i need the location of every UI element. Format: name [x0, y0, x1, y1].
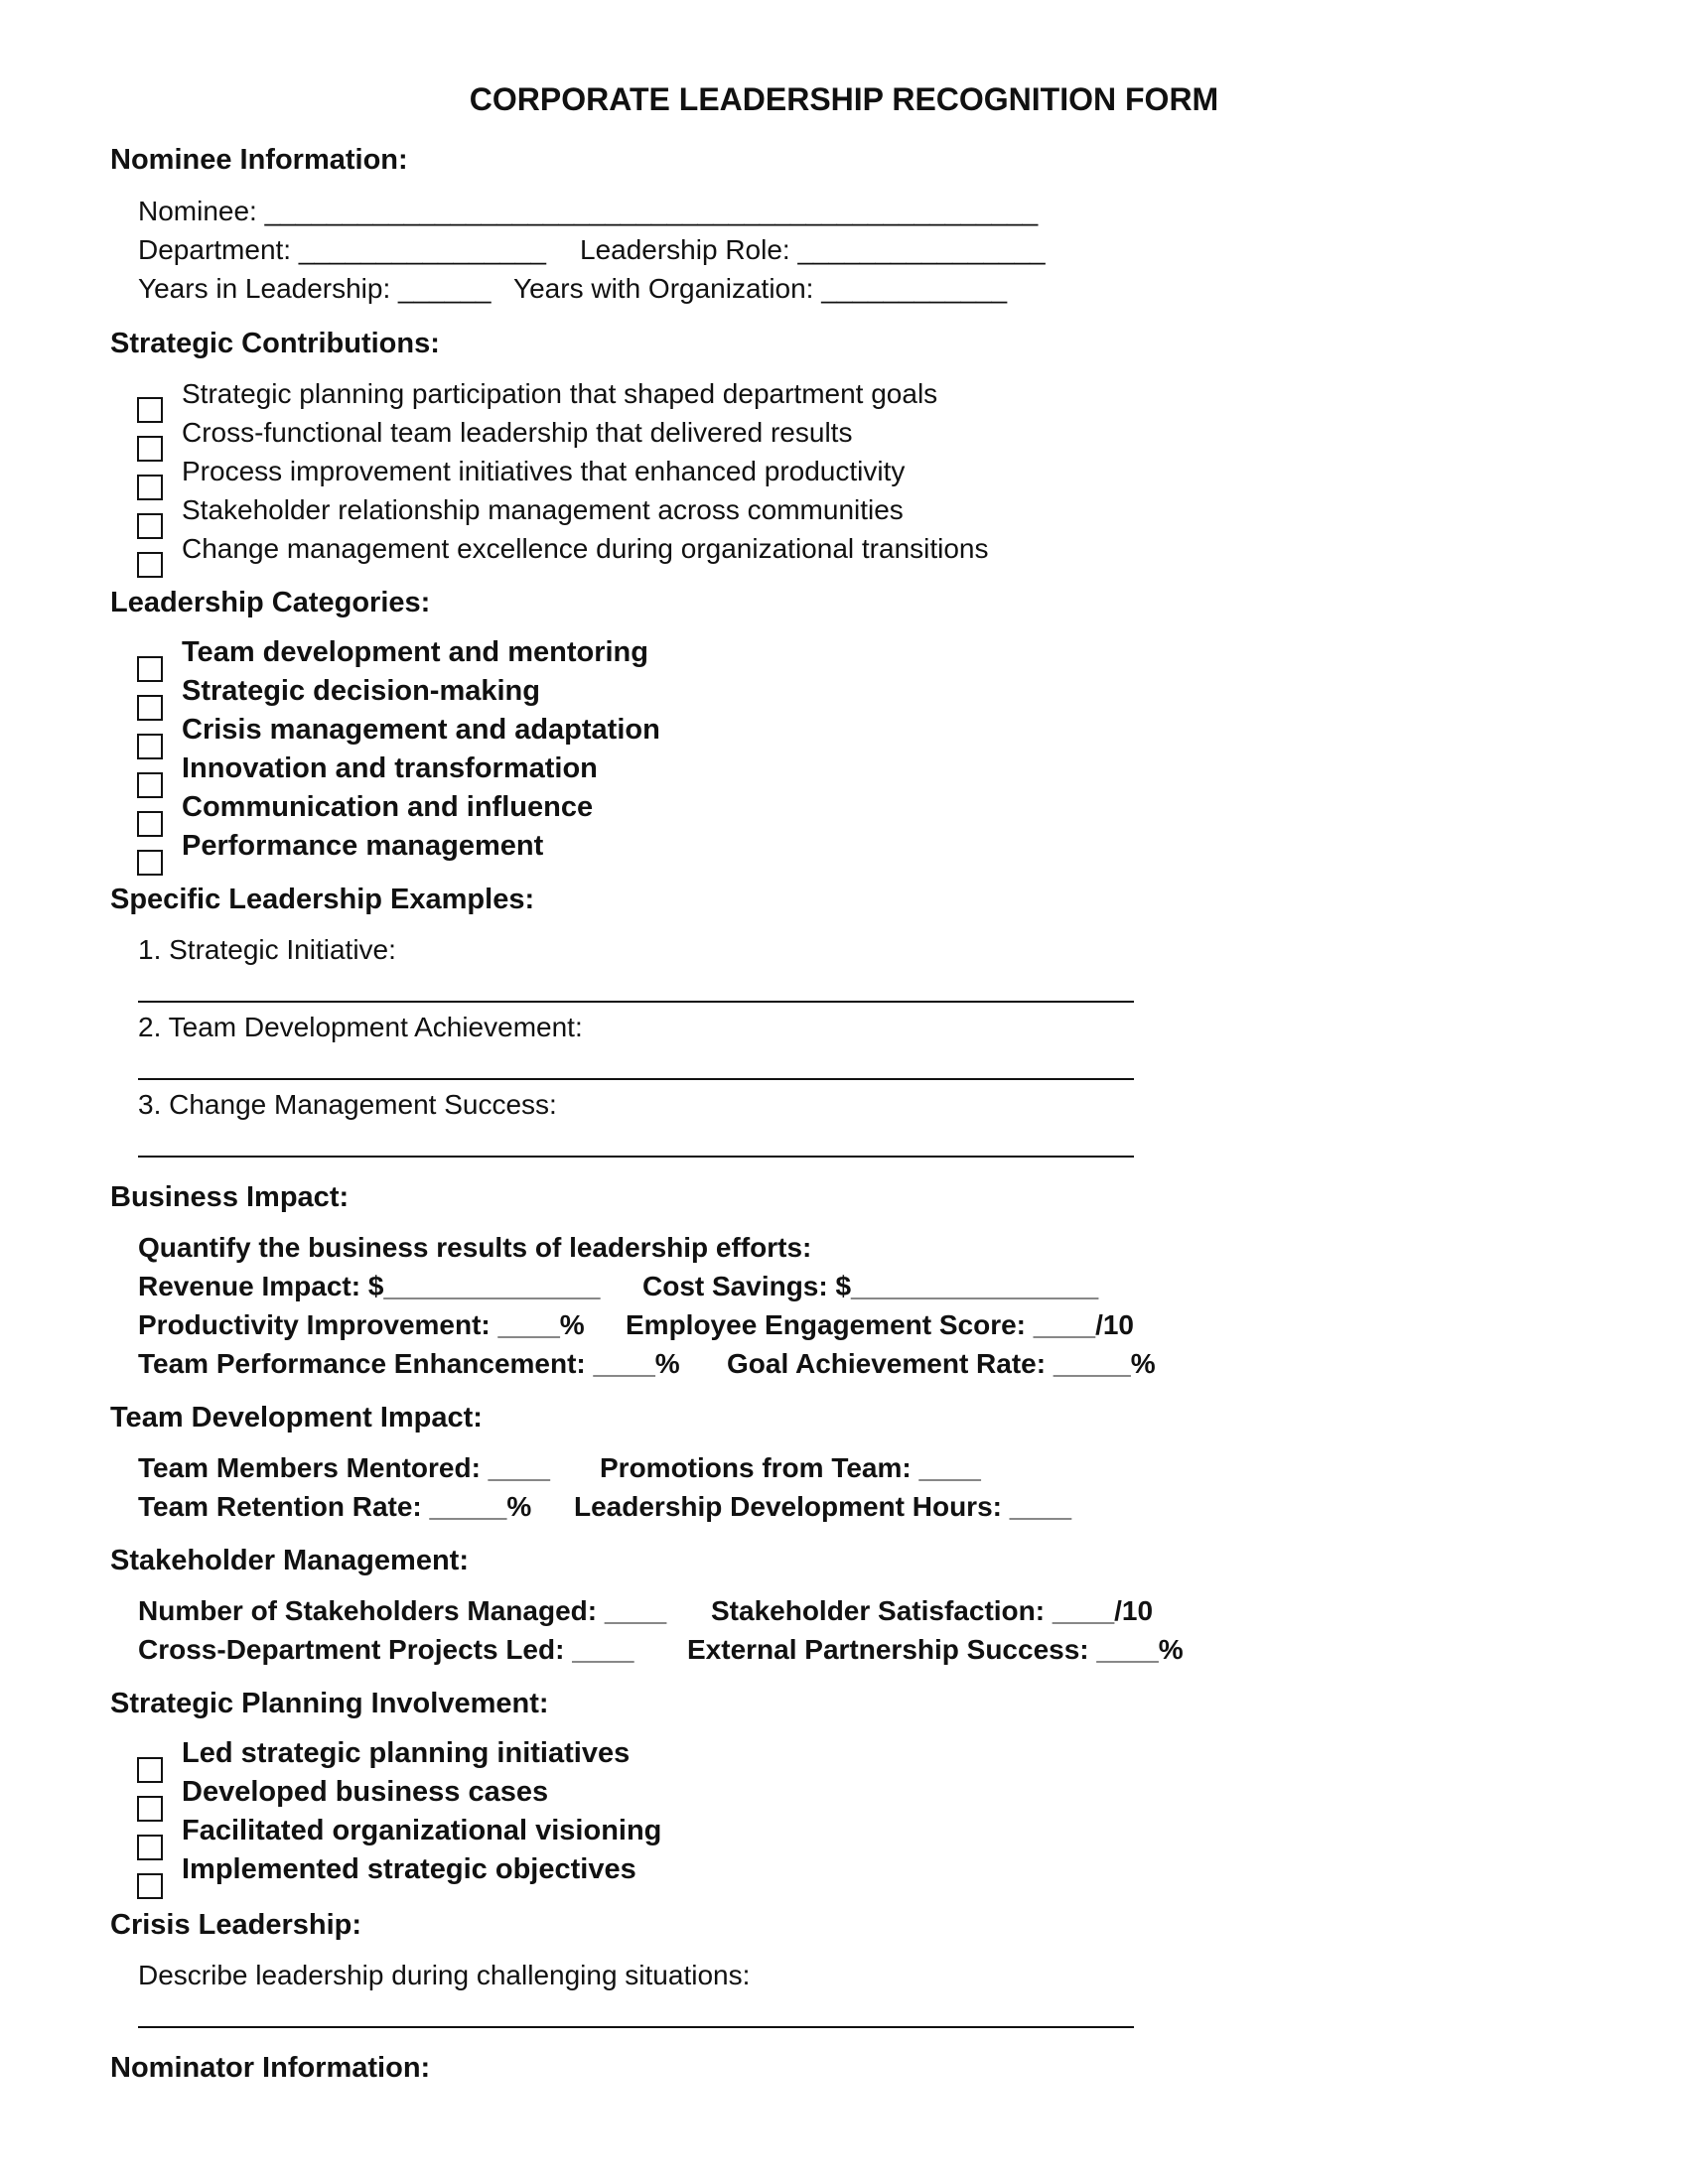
specific-examples-heading: Specific Leadership Examples:	[110, 884, 535, 915]
contribution-checkbox[interactable]	[137, 513, 163, 539]
contribution-item: Cross-functional team leadership that delivered results	[182, 417, 853, 448]
team-development-heading: Team Development Impact:	[110, 1402, 483, 1433]
employee-engagement-field[interactable]: Employee Engagement Score: ____/10	[626, 1309, 1134, 1340]
planning-checkbox[interactable]	[137, 1873, 163, 1899]
contribution-item: Process improvement initiatives that enhanced productivity	[182, 456, 906, 486]
strategic-planning-heading: Strategic Planning Involvement:	[110, 1688, 549, 1719]
crisis-leadership-heading: Crisis Leadership:	[110, 1909, 362, 1941]
contribution-item: Strategic planning participation that shaped department goals	[182, 378, 938, 409]
crisis-prompt: Describe leadership during challenging situations:	[138, 1960, 751, 1990]
stakeholder-satisfaction-field[interactable]: Stakeholder Satisfaction: ____/10	[711, 1595, 1154, 1626]
leadership-categories-heading: Leadership Categories:	[110, 587, 431, 618]
cross-department-projects-field[interactable]: Cross-Department Projects Led: ____	[138, 1634, 634, 1665]
category-item: Team development and mentoring	[182, 636, 648, 668]
category-item: Communication and influence	[182, 791, 594, 823]
goal-achievement-field[interactable]: Goal Achievement Rate: _____%	[727, 1348, 1156, 1379]
category-item: Crisis management and adaptation	[182, 714, 660, 746]
category-checkbox[interactable]	[137, 811, 163, 837]
contribution-checkbox[interactable]	[137, 436, 163, 462]
nominator-info-heading: Nominator Information:	[110, 2052, 431, 2084]
category-checkbox[interactable]	[137, 850, 163, 876]
contribution-checkbox[interactable]	[137, 397, 163, 423]
example-answer-line[interactable]	[138, 1156, 1134, 1158]
team-retention-field[interactable]: Team Retention Rate: _____%	[138, 1491, 532, 1522]
team-members-mentored-field[interactable]: Team Members Mentored: ____	[138, 1452, 550, 1483]
form-title: CORPORATE LEADERSHIP RECOGNITION FORM	[469, 81, 1219, 117]
planning-item: Implemented strategic objectives	[182, 1853, 636, 1885]
stakeholders-managed-field[interactable]: Number of Stakeholders Managed: ____	[138, 1595, 667, 1626]
stakeholder-heading: Stakeholder Management:	[110, 1545, 469, 1576]
category-item: Innovation and transformation	[182, 752, 598, 784]
example-label: 2. Team Development Achievement:	[138, 1012, 583, 1042]
strategic-contributions-heading: Strategic Contributions:	[110, 328, 440, 359]
team-performance-field[interactable]: Team Performance Enhancement: ____%	[138, 1348, 680, 1379]
example-answer-line[interactable]	[138, 1078, 1134, 1080]
contribution-item: Change management excellence during organizational transitions	[182, 533, 989, 564]
category-checkbox[interactable]	[137, 695, 163, 721]
planning-checkbox[interactable]	[137, 1796, 163, 1822]
leadership-role-field[interactable]: Leadership Role: ________________	[580, 234, 1046, 265]
department-field[interactable]: Department: ________________	[138, 234, 547, 265]
nominee-field[interactable]: Nominee: __________________________________________________	[138, 196, 1039, 226]
planning-item: Developed business cases	[182, 1776, 549, 1808]
contribution-checkbox[interactable]	[137, 475, 163, 500]
productivity-improvement-field[interactable]: Productivity Improvement: ____%	[138, 1309, 585, 1340]
category-checkbox[interactable]	[137, 772, 163, 798]
crisis-answer-line[interactable]	[138, 2026, 1134, 2028]
example-label: 1. Strategic Initiative:	[138, 934, 396, 965]
category-item: Performance management	[182, 830, 544, 862]
contribution-checkbox[interactable]	[137, 552, 163, 578]
development-hours-field[interactable]: Leadership Development Hours: ____	[574, 1491, 1072, 1522]
planning-checkbox[interactable]	[137, 1835, 163, 1860]
business-impact-heading: Business Impact:	[110, 1181, 350, 1213]
category-item: Strategic decision-making	[182, 675, 540, 707]
years-in-leadership-field[interactable]: Years in Leadership: ______	[138, 273, 492, 304]
cost-savings-field[interactable]: Cost Savings: $________________	[642, 1271, 1099, 1301]
planning-item: Facilitated organizational visioning	[182, 1815, 662, 1846]
planning-item: Led strategic planning initiatives	[182, 1737, 631, 1769]
external-partnership-field[interactable]: External Partnership Success: ____%	[687, 1634, 1184, 1665]
years-with-organization-field[interactable]: Years with Organization: ____________	[513, 273, 1008, 304]
example-answer-line[interactable]	[138, 1001, 1134, 1003]
business-impact-intro: Quantify the business results of leadership efforts:	[138, 1232, 812, 1263]
example-label: 3. Change Management Success:	[138, 1089, 557, 1120]
planning-checkbox[interactable]	[137, 1757, 163, 1783]
revenue-impact-field[interactable]: Revenue Impact: $______________	[138, 1271, 601, 1301]
category-checkbox[interactable]	[137, 656, 163, 682]
nominee-info-heading: Nominee Information:	[110, 144, 408, 176]
promotions-field[interactable]: Promotions from Team: ____	[600, 1452, 981, 1483]
category-checkbox[interactable]	[137, 734, 163, 759]
contribution-item: Stakeholder relationship management across communities	[182, 494, 904, 525]
